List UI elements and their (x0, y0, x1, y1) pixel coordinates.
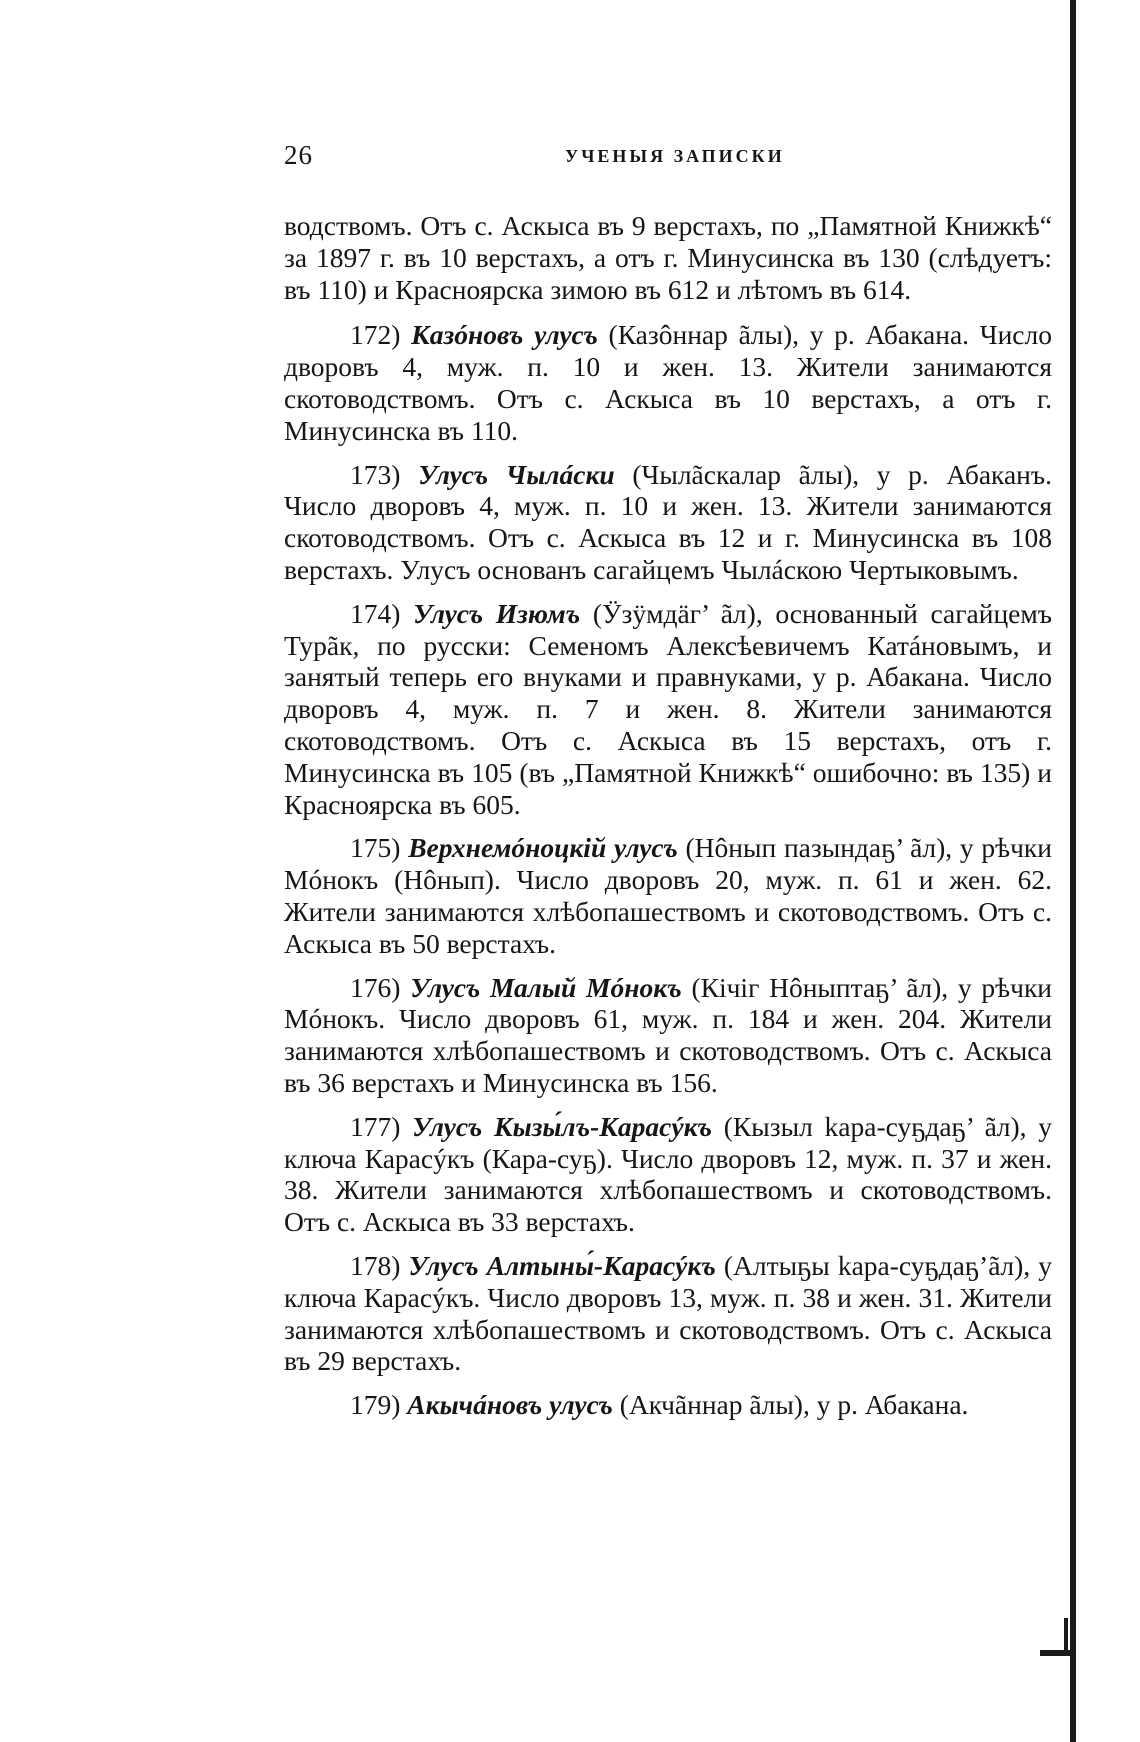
entry-number: 174) (350, 597, 401, 629)
entry-177 (284, 1111, 1052, 1238)
entry-text: (Алтыҕы kара-суҕдаҕ’ãл), у ключа Карасýкъ. Число дворовъ 13, муж. п. 38 и жен. 31. Жители занимаются хлѣбопашествомъ и скотоводствомъ. Отъ с. Аскыса въ 29 верстахъ. (284, 1249, 1052, 1377)
entry-175 (284, 832, 1052, 959)
entry-179 (284, 1389, 1052, 1421)
intro-paragraph: водствомъ. Отъ с. Аскыса въ 9 верстахъ, по „Памятной Книжкѣ“ за 1897 г. въ 10 верстахъ, а отъ г. Минусинска въ 130 (слѣдуетъ: въ 110) и Красноярска зимою въ 612 и лѣтомъ въ 614. (284, 210, 1052, 305)
entry-text: (Ӱзӱмдäг’ ãл), основанный сагайцемъ Турãк, по русски: Семеномъ Алексѣевичемъ Катáновымъ, и занятый теперь его внуками и правнуками, у р. Абакана. Число дворовъ 4, муж. п. 7 и жен. 8. Жители занимаются скотоводствомъ. Отъ с. Аскыса въ 15 верстахъ, отъ г. Минусинска въ 105 (въ „Памятной Книжкѣ“ ошибочно: въ 135) и Красноярска въ 605. (284, 597, 1053, 820)
page-edge-shadow (1070, 0, 1076, 1742)
entry-name: Казóновъ улусъ (411, 319, 598, 351)
entry-name: Улусъ Алтыны́-Карасýкъ (408, 1249, 716, 1281)
entry-number: 179) (350, 1389, 401, 1421)
entry-name: Акычáновъ улусъ (407, 1389, 613, 1421)
entry-text: (Кічіг Нôныптаҕ’ ãл), у рѣчки Мóнокъ. Число дворовъ 61, муж. п. 184 и жен. 204. Жители занимаются хлѣбопашествомъ и скотоводствомъ. Отъ с. Аскыса въ 36 верстахъ и Минусинска въ 156. (284, 971, 1053, 1098)
entry-number: 173) (350, 458, 401, 490)
entry-number: 178) (350, 1249, 401, 1281)
entry-text: (Чылãскалар ãлы), у р. Абаканъ. Число дворовъ 4, муж. п. 10 и жен. 13. Жители занимаются скотоводствомъ. Отъ с. Аскыса въ 12 и г. Минусинска въ 108 верстахъ. Улусъ основанъ сагайцемъ Чылáскою Чертыковымъ. (284, 458, 1052, 585)
entry-name: Улусъ Изюмъ (413, 597, 581, 629)
entry-number: 175) (350, 832, 401, 864)
body-text (284, 210, 1052, 1433)
page-number: 26 (284, 140, 313, 170)
entry-name: Верхнемóноцкій улусъ (408, 832, 678, 864)
entry-176 (284, 972, 1052, 1099)
entry-172 (284, 319, 1052, 446)
entry-174 (284, 598, 1052, 821)
running-head: УЧЕНЫЯ ЗАПИСКИ (565, 146, 785, 166)
entry-178 (284, 1250, 1052, 1377)
entry-number: 176) (350, 971, 401, 1003)
entry-number: 172) (350, 319, 401, 351)
entry-text: (Акчãннар ãлы), у р. Абакана. (612, 1389, 969, 1421)
entry-text: (Нôнып пазындаҕ’ ãл), у рѣчки Мóнокъ (Нôнып). Число дворовъ 20, муж. п. 61 и жен. 62. Жители занимаются хлѣбопашествомъ и скотоводствомъ. Отъ с. Аскыса въ 50 верстахъ. (284, 832, 1052, 959)
entry-173 (284, 459, 1052, 586)
entry-name: Улусъ Малый Мóнокъ (410, 971, 682, 1003)
entry-number: 177) (350, 1110, 401, 1142)
entry-name: Улусъ Чылáски (418, 458, 615, 490)
entry-name: Улусъ Кызы́лъ-Карасýкъ (412, 1110, 713, 1142)
entry-text: (Кызыл kара-суҕдаҕ’ ãл), у ключа Карасýкъ (Кара-суҕ). Число дворовъ 12, муж. п. 37 и жен. 38. Жители занимаются хлѣбопашествомъ и скотоводствомъ. Отъ с. Аскыса въ 33 верстахъ. (284, 1110, 1053, 1238)
scan-mark-vertical (1064, 1618, 1068, 1656)
entry-text: (Казôннар ãлы), у р. Абакана. Число дворовъ 4, муж. п. 10 и жен. 13. Жители занимаются скотоводствомъ. Отъ с. Аскыса въ 10 верстахъ, а отъ г. Минусинска въ 110. (284, 319, 1052, 446)
